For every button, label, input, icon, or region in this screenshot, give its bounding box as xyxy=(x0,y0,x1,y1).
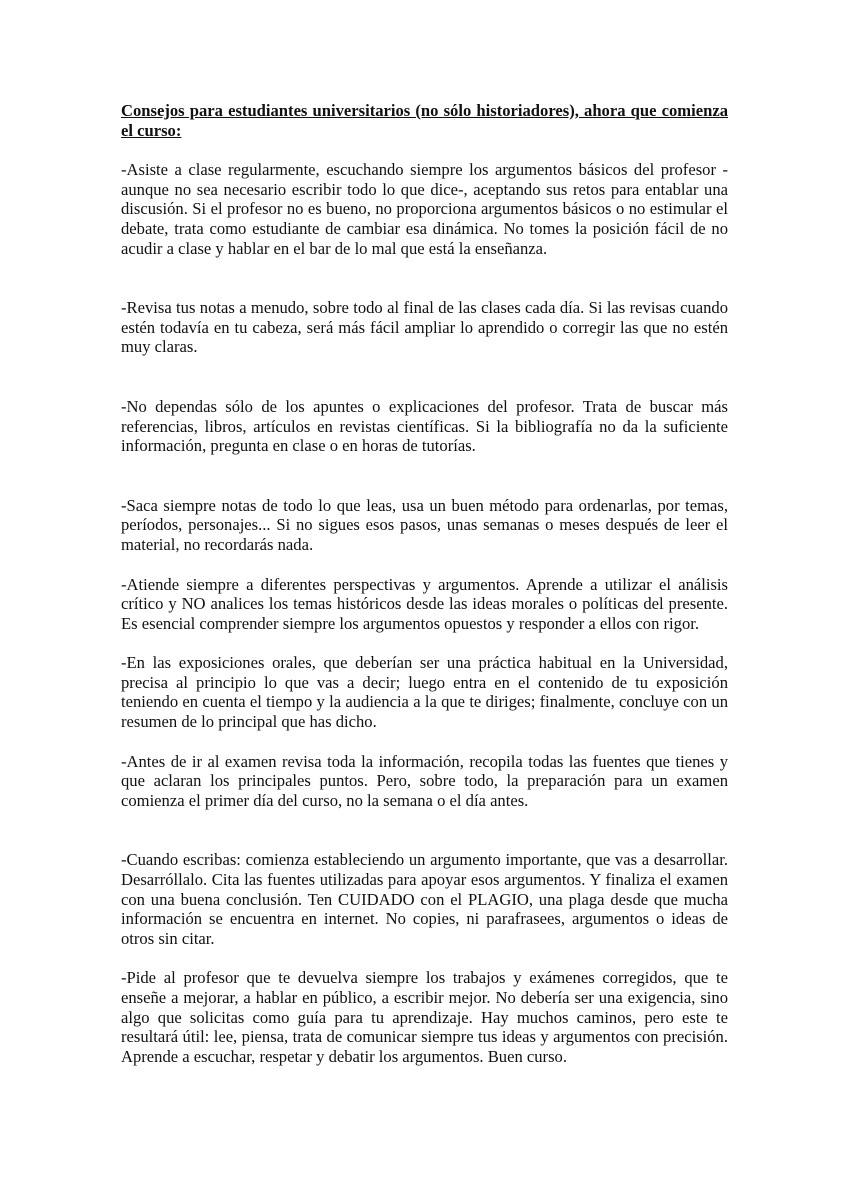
paragraph-references: -No dependas sólo de los apuntes o explicaciones del profesor. Trata de buscar más referencias, libros, artículos en revistas científicas. Si la bibliografía no da la suficiente información, pregunta en clase o en horas de tutorías. xyxy=(121,396,728,456)
paragraph-perspectives: -Atiende siempre a diferentes perspectivas y argumentos. Aprende a utilizar el análisis crítico y NO analices los temas históricos desde las ideas morales o políticas del presente. Es esencial comprender siempre los argumentos opuestos y responder a ellos con rigor. xyxy=(121,574,728,633)
paragraph-attend-class: -Asiste a clase regularmente, escuchando siempre los argumentos básicos del profesor - aunque no sea necesario escribir todo lo que dice-, aceptando sus retos para entablar una discusión. Si el profesor no es bueno, no proporciona argumentos básicos o no estimular el debate, trata como estudiante de cambiar esa dinámica. No tomes la posición fácil de no acudir a clase y hablar en el bar de lo mal que está la enseñanza. xyxy=(121,160,728,258)
paragraph-review-notes: -Revisa tus notas a menudo, sobre todo al final de las clases cada día. Si las revisas cuando estén todavía en tu cabeza, será más fácil ampliar lo aprendido o corregir las que no estén muy claras. xyxy=(121,298,728,357)
paragraph-writing: -Cuando escribas: comienza estableciendo un argumento importante, que vas a desarrollar. Desarróllalo. Cita las fuentes utilizadas para apoyar esos argumentos. Y finaliza el examen con una buena conclusión. Ten CUIDADO con el PLAGIO, una plaga desde que mucha información se encuentra en internet. No copies, ni parafrasees, argumentos o ideas de otros sin citar. xyxy=(121,850,728,948)
paragraph-feedback: -Pide al profesor que te devuelva siempre los trabajos y exámenes corregidos, que te enseñe a mejorar, a hablar en público, a escribir mejor. No debería ser una exigencia, sino algo que solicitas como guía para tu aprendizaje. Hay muchos caminos, pero este te resultará útil: lee, piensa, trata de comunicar siempre tus ideas y argumentos con precisión. Aprende a escuchar, respetar y debatir los argumentos. Buen curso. xyxy=(121,968,728,1066)
paragraph-exam-preparation: -Antes de ir al examen revisa toda la información, recopila todas las fuentes que tienes y que aclaran los principales puntos. Pero, sobre todo, la preparación para un examen comienza el primer día del curso, no la semana o el día antes. xyxy=(121,751,728,810)
paragraph-oral-presentations: -En las exposiciones orales, que deberían ser una práctica habitual en la Universidad, precisa al principio lo que vas a decir; luego entra en el contenido de tu exposición teniendo en cuenta el tiempo y la audiencia a la que te diriges; finalmente, concluye con un resumen de lo principal que has dicho. xyxy=(121,653,728,732)
paragraph-take-notes: -Saca siempre notas de todo lo que leas, usa un buen método para ordenarlas, por temas, períodos, personajes... Si no sigues esos pasos, unas semanas o meses después de leer el material, no recordarás nada. xyxy=(121,495,728,554)
document-title: Consejos para estudiantes universitarios (no sólo historiadores), ahora que comienza el curso: xyxy=(121,101,728,140)
document-page xyxy=(121,101,728,1066)
